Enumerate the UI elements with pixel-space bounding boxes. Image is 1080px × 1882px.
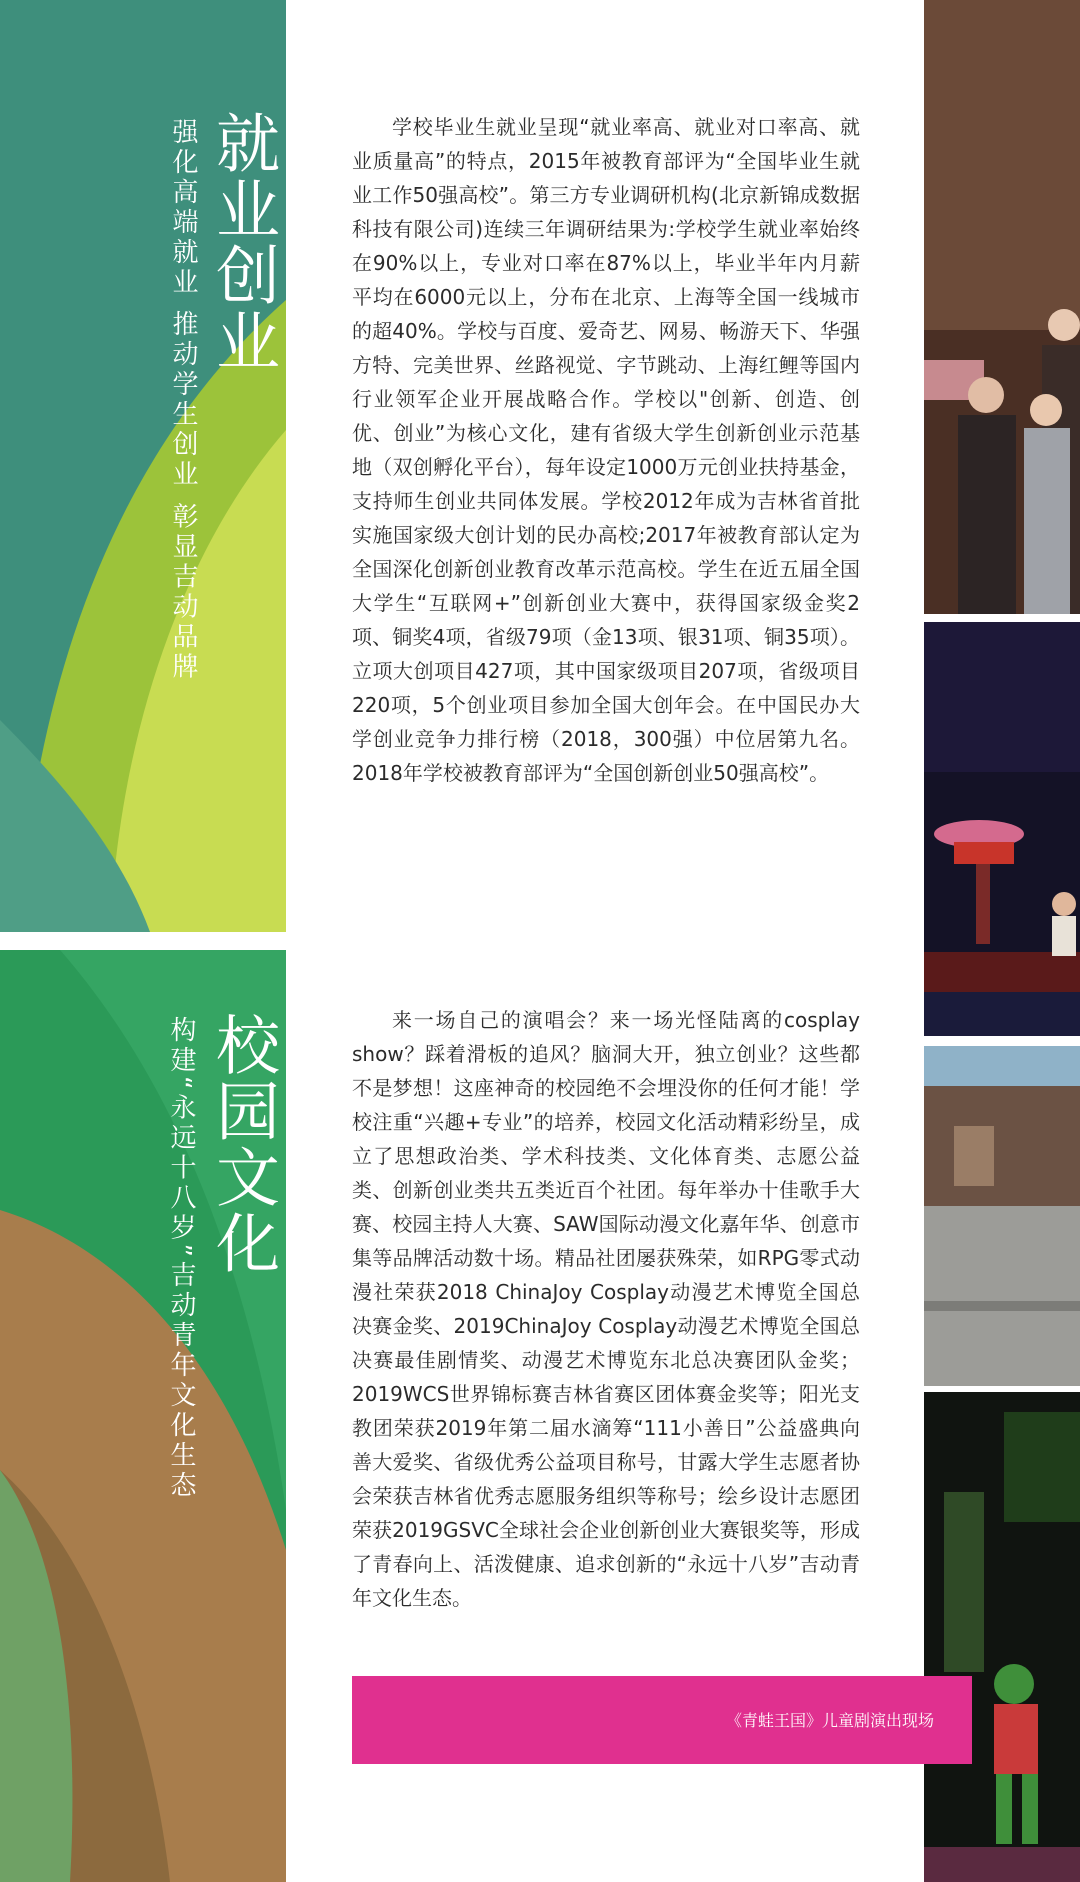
section-title-employment: 就业创业 xyxy=(205,110,279,374)
section-culture-banner xyxy=(0,950,286,1882)
section-title-culture: 校园文化 xyxy=(205,1012,279,1276)
photo-award-ceremony xyxy=(924,0,1080,614)
photo-caption: 《青蛙王国》儿童剧演出现场 xyxy=(725,1711,934,1730)
employment-paragraph: 学校毕业生就业呈现“就业率高、就业对口率高、就业质量高”的特点，2015年被教育部评为“全国毕业生就业工作50强高校”。第三方专业调研机构(北京新锦成数据科技有限公司)连续三年调研结果为:学校学生就业率始终在90%以上，专业对口率在87%以上，毕业半年内月薪平均在6000元以上，分布在北京、上海等全国一线城市的超40%。学校与百度、爱奇艺、网易、畅游天下、华强方特、完美世界、丝路视觉、字节跳动、上海红鲤等国内行业领军企业开展战略合作。学校以"创新、创造、创优、创业”为核心文化，建有省级大学生创新创业示范基地（双创孵化平台），每年设定1000万元创业扶持基金，支持师生创业共同体发展。学校2012年成为吉林省首批实施国家级大创计划的民办高校;2017年被教育部认定为全国深化创新创业教育改革示范高校。学生在近五届全国大学生“互联网+”创新创业大赛中，获得国家级金奖2项、铜奖4项，省级79项（金13项、银31项、铜35项）。立项大创项目427项，其中国家级项目207项，省级项目220项，5个创业项目参加全国大创年会。在中国民办大学创业竞争力排行榜（2018，300强）中位居第九名。2018年学校被教育部评为“全国创新创业50强高校”。 xyxy=(352,115,860,785)
photo-frog-kingdom-play xyxy=(924,1392,1080,1882)
section-subtitle-culture: 构建“永远十八岁”吉动青年文化生态 xyxy=(166,1016,196,1501)
culture-paragraph: 来一场自己的演唱会？来一场光怪陆离的cosplay show？踩着滑板的追风？脑洞大开，独立创业？这些都不是梦想！这座神奇的校园绝不会埋没你的任何才能！学校注重“兴趣+专业”的培养，校园文化活动精彩纷呈，成立了思想政治类、学术科技类、文化体育类、志愿公益类、创新创业类共五类近百个社团。每年举办十佳歌手大赛、校园主持人大赛、SAW国际动漫文化嘉年华、创意市集等品牌活动数十场。精品社团屡获殊荣，如RPG零式动漫社荣获2018 ChinaJoy Cosplay动漫艺术博览全国总决赛金奖、2019ChinaJoy Cosplay动漫艺术博览全国总决赛最佳剧情奖、动漫艺术博览东北总决赛团队金奖；2019WCS世界锦标赛吉林省赛区团体赛金奖等；阳光支教团荣获2019年第二届水滴筹“111小善日”公益盛典向善大爱奖、省级优秀公益项目称号，甘露大学生志愿者协会荣获吉林省优秀志愿服务组织等称号；绘乡设计志愿团荣获2019GSVC全球社会企业创新创业大赛银奖等，形成了青春向上、活泼健康、追求创新的“永远十八岁”吉动青年文化生态。 xyxy=(352,1008,860,1610)
section-employment-banner xyxy=(0,0,286,932)
photo-stage-performance xyxy=(924,622,1080,1036)
photo-caption-bar xyxy=(352,1676,972,1764)
photo-campus-building xyxy=(924,1046,1080,1386)
section-subtitle-employment: 强化高端就业 推动学生创业 彰显吉动品牌 xyxy=(168,118,198,683)
